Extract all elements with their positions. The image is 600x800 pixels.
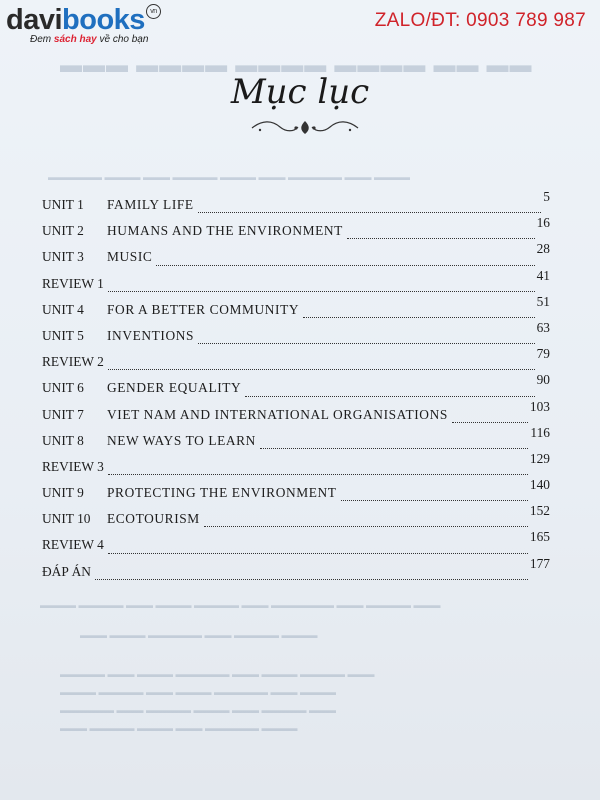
toc-unit-title: NEW WAYS TO LEARN [107,432,256,448]
toc-page-number: 63 [536,319,550,335]
toc-row[interactable] [42,424,550,457]
toc-unit-label: REVIEW 1 [42,275,104,291]
toc-page-number: 103 [529,398,550,414]
header [0,0,600,52]
toc-page-number: 51 [536,293,550,309]
tagline [30,34,148,45]
toc-unit-label: UNIT 2 [42,223,84,239]
bleed-through-heading: ▬▬▬ ▬▬▬▬ ▬▬▬▬ ▬▬▬▬ ▬▬ ▬▬ [60,52,533,77]
toc-leader-dots [260,448,528,449]
toc-leader-dots [108,553,528,554]
toc-unit-title: FAMILY LIFE [107,197,194,212]
bleed-through-text: ▬▬▬▬▬▬ ▬▬▬▬ ▬▬▬ ▬▬▬▬▬ ▬▬▬▬ ▬▬▬ ▬▬▬▬▬▬ ▬▬▬ ▬▬▬▬ [48,172,411,182]
toc-unit-title: VIET NAM AND INTERNATIONAL ORGANISATIONS [107,406,448,422]
toc-page-number: 152 [529,503,550,519]
toc-page-number: 5 [543,189,550,204]
bleed-through-text: ▬▬▬▬▬ ▬▬▬ ▬▬▬▬ ▬▬▬▬▬▬ ▬▬▬ ▬▬▬▬ ▬▬▬▬▬ ▬▬▬ ▬▬▬▬ ▬▬▬▬▬ ▬▬▬ ▬▬▬▬ ▬▬▬▬▬▬ ▬▬▬ ▬▬▬▬ ▬▬▬▬▬▬ ▬▬▬ ▬▬▬▬▬ ▬▬▬▬ ▬▬▬ ▬▬▬▬▬ ▬▬▬ ▬▬▬ ▬▬▬▬▬ ▬▬▬▬ ▬▬▬ ▬▬▬▬▬▬ ▬▬▬▬ [60,669,375,733]
toc-row[interactable] [42,189,550,221]
toc-leader-dots [108,291,535,292]
toc-unit-title: HUMANS AND THE ENVIRONMENT [107,223,343,239]
toc-row[interactable] [42,398,550,431]
toc-unit-label: UNIT 4 [42,301,84,317]
toc-page-number: 140 [529,477,550,493]
toc-row[interactable] [42,346,550,378]
toc-page-number: 41 [536,267,550,283]
toc-row[interactable] [42,450,550,483]
bleed-through-text: ▬▬▬▬ ▬▬▬▬▬ ▬▬▬ ▬▬▬▬ ▬▬▬▬▬ ▬▬▬ ▬▬▬▬▬▬▬ ▬▬▬ ▬▬▬▬▬ ▬▬▬ [40,600,441,610]
toc-leader-dots [303,317,535,318]
toc-row[interactable] [42,529,550,561]
toc-row[interactable] [42,372,550,404]
toc-page-number: 28 [536,241,550,257]
logo-text-davi: davi [6,4,63,36]
tagline-highlight: sách hay [53,34,97,45]
toc-unit-label: UNIT 3 [42,249,84,265]
toc-row[interactable] [42,555,550,588]
toc-page-number: 165 [529,529,550,545]
toc-row[interactable] [42,241,550,273]
tagline-suffix: về cho bạn [99,34,149,45]
toc-unit-label: ĐÁP ÁN [42,563,91,579]
toc-unit-label: REVIEW 2 [42,354,104,370]
toc-unit-label: UNIT 5 [42,327,84,343]
tagline-prefix: Đem [30,34,52,45]
toc-unit-title: MUSIC [107,249,153,265]
toc-leader-dots [198,212,541,213]
logo-text-books: books [62,4,145,36]
toc-leader-dots [452,422,528,423]
toc-row[interactable] [42,267,550,300]
toc-leader-dots [108,369,535,370]
davibooks-logo[interactable] [6,4,161,36]
toc-leader-dots [347,238,535,239]
toc-leader-dots [245,396,535,397]
toc-row[interactable] [42,293,550,326]
page-title: Mục lục [230,72,370,112]
toc-unit-label: UNIT 10 [42,511,91,527]
toc-unit-label: UNIT 1 [42,197,84,212]
toc-unit-label: UNIT 6 [42,380,84,396]
toc-unit-title: INVENTIONS [107,327,195,343]
toc-row[interactable] [42,477,550,509]
toc-unit-title: FOR A BETTER COMMUNITY [107,301,300,317]
bleed-through-text: ▬▬▬ ▬▬▬▬ ▬▬▬▬▬▬ ▬▬▬ ▬▬▬▬▬ ▬▬▬▬ [80,630,318,640]
toc-page-number: 16 [536,215,550,231]
title-ornament-icon [250,118,360,136]
toc-row[interactable] [42,215,550,247]
toc-unit-title: GENDER EQUALITY [107,380,242,396]
toc-unit-label: REVIEW 4 [42,537,104,553]
toc-unit-title: PROTECTING THE ENVIRONMENT [107,485,337,501]
toc-unit-title: ECOTOURISM [107,511,200,527]
toc-leader-dots [341,500,528,501]
toc-unit-label: UNIT 9 [42,485,84,501]
toc-page-number: 116 [530,424,550,440]
toc-row[interactable] [42,319,550,352]
contact-phone[interactable]: ZALO/ĐT: 0903 789 987 [374,10,586,31]
toc-leader-dots [204,526,528,527]
toc-page-number: 177 [529,555,550,571]
toc-leader-dots [198,343,535,344]
table-of-contents [42,189,550,588]
toc-leader-dots [156,265,535,266]
toc-page-number: 79 [536,346,550,362]
toc-row[interactable] [42,503,550,535]
toc-unit-label: REVIEW 3 [42,458,104,474]
toc-page-number: 90 [536,372,550,388]
toc-unit-label: UNIT 8 [42,432,84,448]
logo-badge: vn [146,4,161,19]
toc-leader-dots [108,474,528,475]
toc-page-number: 129 [529,450,550,466]
toc-leader-dots [95,579,528,580]
toc-unit-label: UNIT 7 [42,406,84,422]
